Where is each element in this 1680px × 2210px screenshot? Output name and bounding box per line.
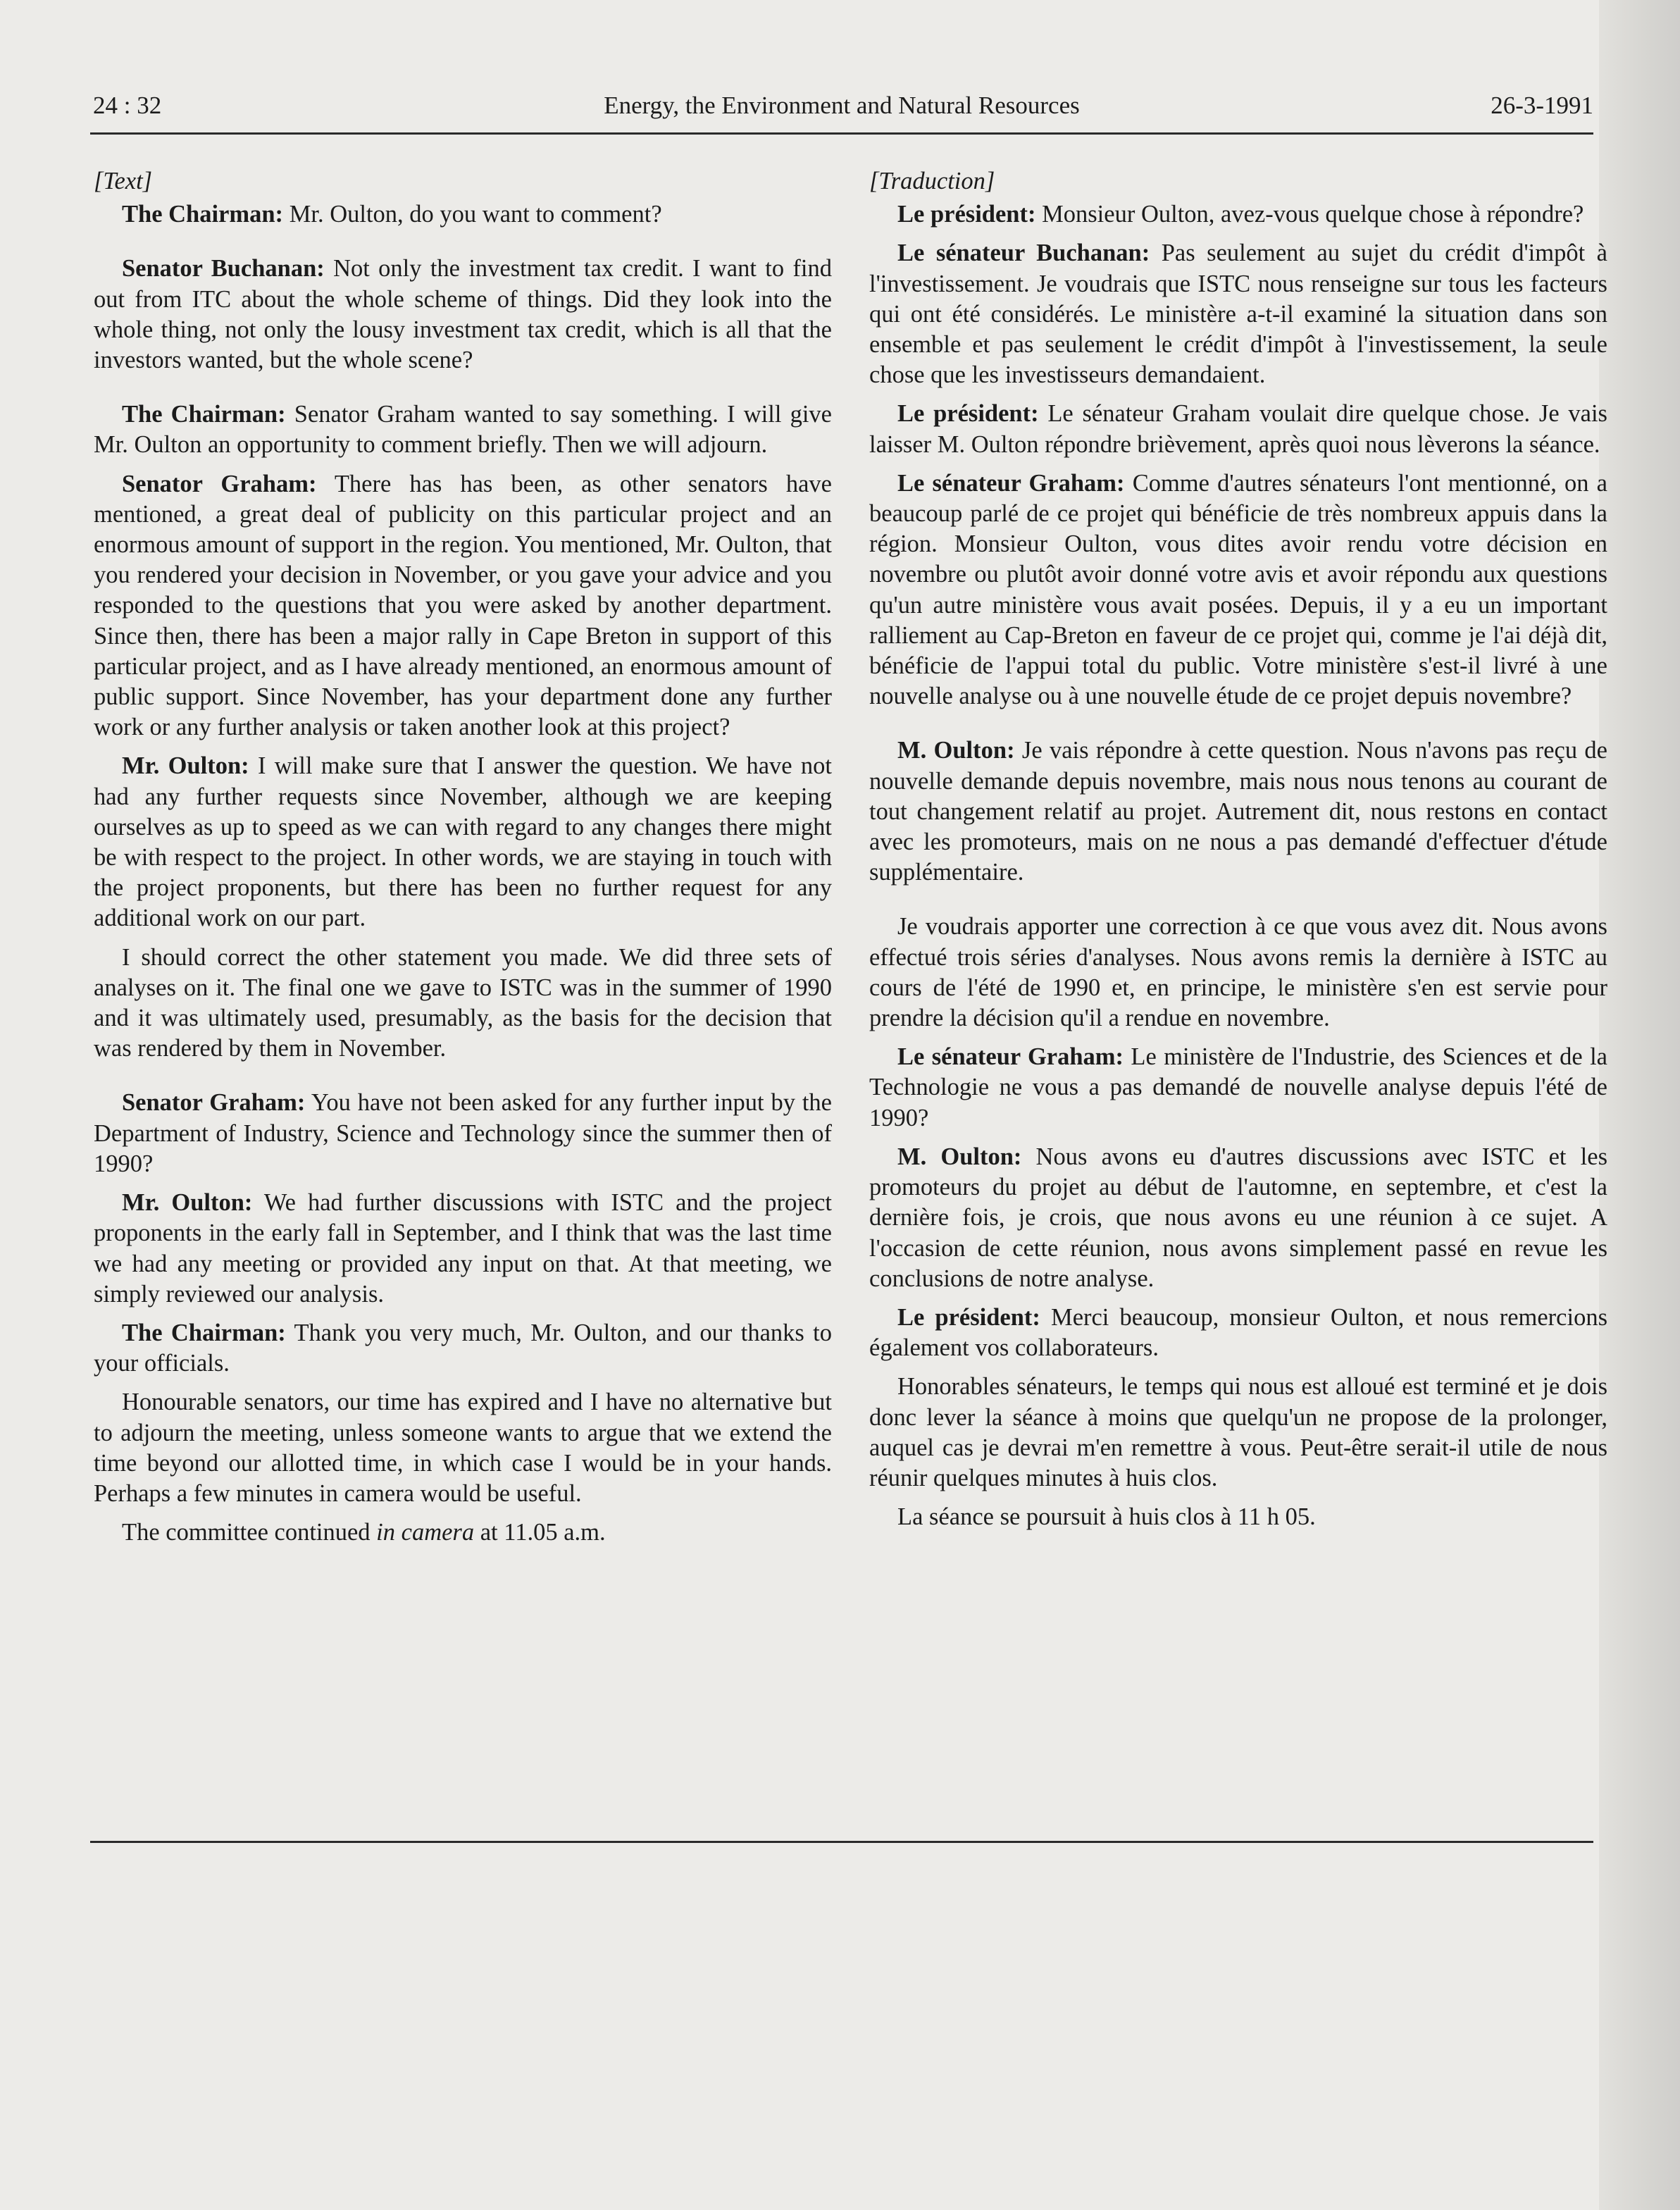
speaker: M. Oulton: (897, 1143, 1022, 1170)
french-column (869, 166, 1607, 1541)
speaker: The Chairman: (122, 1319, 286, 1346)
publication-title: Energy, the Environment and Natural Resources (604, 92, 1080, 119)
speaker: Mr. Oulton: (122, 752, 249, 780)
speaker: Le président: (897, 1303, 1040, 1331)
section-heading: [Traduction] (869, 168, 995, 194)
paragraph: Le président: Le sénateur Graham voulait dire quelque chose. Je vais laisser M. Oulton répondre brièvement, après quoi nous lèverons la séance. (869, 400, 1607, 458)
english-column (94, 166, 832, 1556)
paragraph: Honorables sénateurs, le temps qui nous est alloué est terminé et je dois donc lever la séance à moins que quelqu'un ne propose de la prolonger, auquel cas je devrai m'en remettre à vous. Peut-être serait-il utile de nous réunir quelques minutes à huis clos. (869, 1373, 1607, 1491)
speaker: Senator Graham: (122, 1089, 306, 1117)
paragraph: The committee continued in camera at 11.05 a.m. (122, 1519, 606, 1546)
paragraph: I should correct the other statement you made. We did three sets of analyses on it. The final one we gave to ISTC was in the summer of 1990 and it was ultimately used, presumably, as the basis for the decision that was rendered by them in November. (94, 943, 832, 1062)
paragraph: Senator Graham: You have not been asked for any further input by the Department of Industry, Science and Technology since the summer then of 1990? (94, 1089, 832, 1177)
paragraph: Le président: Monsieur Oulton, avez-vous quelque chose à répondre? (897, 201, 1584, 228)
speaker: Le président: (897, 201, 1036, 228)
paragraph: Honourable senators, our time has expired and I have no alternative but to adjourn the meeting, unless someone wants to argue that we extend the time beyond our allotted time, in which case I would be in your hands. Perhaps a few minutes in camera would be useful. (94, 1389, 832, 1507)
paragraph: Je voudrais apporter une correction à ce que vous avez dit. Nous avons effectué trois séries d'analyses. Nous avons remis la dernière à ISTC au cours de l'été de 1990 et, en principe, le ministère s'en est servie pour prendre la décision qu'il a rendue en novembre. (869, 913, 1607, 1032)
running-header (90, 90, 1593, 135)
paragraph: Le sénateur Buchanan: Pas seulement au sujet du crédit d'impôt à l'investissement. Je voudrais que ISTC nous renseigne sur tous les facteurs qui ont été considérés. Le ministère a-t-il examiné la situation dans son ensemble et pas seulement le crédit d'impôt à l'investissement, la seule chose que les investisseurs demandaient. (869, 240, 1607, 389)
paragraph: M. Oulton: Nous avons eu d'autres discussions avec ISTC et les promoteurs du projet au début de l'automne, en septembre, et c'est la dernière fois, je crois, que nous avons eu une réunion à ce sujet. A l'occasion de cette réunion, nous avons simplement passé en revue les conclusions de notre analyse. (869, 1143, 1608, 1292)
speaker: Le président: (897, 400, 1039, 428)
paragraph: Mr. Oulton: I will make sure that I answer the question. We have not had any further requests since November, although we are keeping ourselves as up to speed as we can with regard to any changes there might be with respect to the project. In other words, we are staying in touch with the project proponents, but there has been no further request for any additional work on our part. (94, 752, 832, 932)
speaker: The Chairman: (122, 201, 284, 228)
session-date: 26-3-1991 (1491, 92, 1593, 119)
speaker: Senator Graham: (122, 470, 317, 497)
speaker: M. Oulton: (897, 737, 1015, 764)
paragraph: The Chairman: Thank you very much, Mr. Oulton, and our thanks to your officials. (94, 1319, 832, 1377)
paragraph: The Chairman: Mr. Oulton, do you want to comment? (122, 201, 662, 228)
paragraph: The Chairman: Senator Graham wanted to say something. I will give Mr. Oulton an opportunity to comment briefly. Then we will adjourn. (94, 401, 832, 459)
speaker: Le sénateur Graham: (897, 469, 1125, 497)
section-heading: [Text] (94, 168, 153, 194)
paragraph: Mr. Oulton: We had further discussions with ISTC and the project proponents in the early fall in September, and I think that was the last time we had any meeting or provided any input on that. At that meeting, we simply reviewed our analysis. (94, 1189, 832, 1308)
paragraph: La séance se poursuit à huis clos à 11 h 05. (897, 1503, 1316, 1531)
speaker: Le sénateur Buchanan: (897, 240, 1150, 267)
speaker: The Chairman: (122, 401, 286, 428)
speaker: Mr. Oulton: (122, 1189, 253, 1217)
paragraph: Le président: Merci beaucoup, monsieur Oulton, et nous remercions également vos collaborateurs. (869, 1303, 1607, 1362)
paragraph: M. Oulton: Je vais répondre à cette question. Nous n'avons pas reçu de nouvelle demande depuis novembre, mais nous nous tenons au courant de tout changement relatif au projet. Autrement dit, nous restons en contact avec les promoteurs, mais on ne nous a pas demandé d'effectuer d'étude supplémentaire. (869, 737, 1607, 886)
footer-rule (90, 1841, 1593, 1843)
speaker: Senator Buchanan: (122, 255, 325, 283)
paragraph: Le sénateur Graham: Comme d'autres sénateurs l'ont mentionné, on a beaucoup parlé de ce projet qui bénéficie de très nombreux appuis dans la région. Monsieur Oulton, vous dites avoir rendu votre décision en novembre ou plutôt avoir donné votre avis et avoir répondu aux questions qu'un autre ministère vous avait posées. Depuis, il y a eu un important ralliement au Cap-Breton en faveur de ce projet qui, comme je l'ai déjà dit, bénéficie de l'appui total du public. Votre ministère s'est-il livré à une nouvelle analyse ou à une nouvelle étude de ce projet depuis novembre? (869, 469, 1607, 710)
page-number: 24 : 32 (93, 92, 162, 119)
paragraph: Senator Buchanan: Not only the investment tax credit. I want to find out from ITC about the whole scheme of things. Did they look into the whole thing, not only the lousy investment tax credit, which is all that the investors wanted, but the whole scene? (94, 255, 832, 374)
paragraph: Senator Graham: There has has been, as other senators have mentioned, a great deal of publicity on this particular project and an enormous amount of support in the region. You mentioned, Mr. Oulton, that you rendered your decision in November, or you gave your advice and you responded to the questions that you were asked by another department. Since then, there has been a major rally in Cape Breton in support of this particular project, and as I have already mentioned, an enormous amount of public support. Since November, has your department done any further work or any further analysis or taken another look at this project? (94, 470, 832, 741)
paragraph: Le sénateur Graham: Le ministère de l'Industrie, des Sciences et de la Technologie ne vous a pas demandé de nouvelle analyse depuis l'été de 1990? (869, 1043, 1607, 1131)
speaker: Le sénateur Graham: (897, 1043, 1124, 1071)
page-edge-shadow (1599, 0, 1680, 2210)
